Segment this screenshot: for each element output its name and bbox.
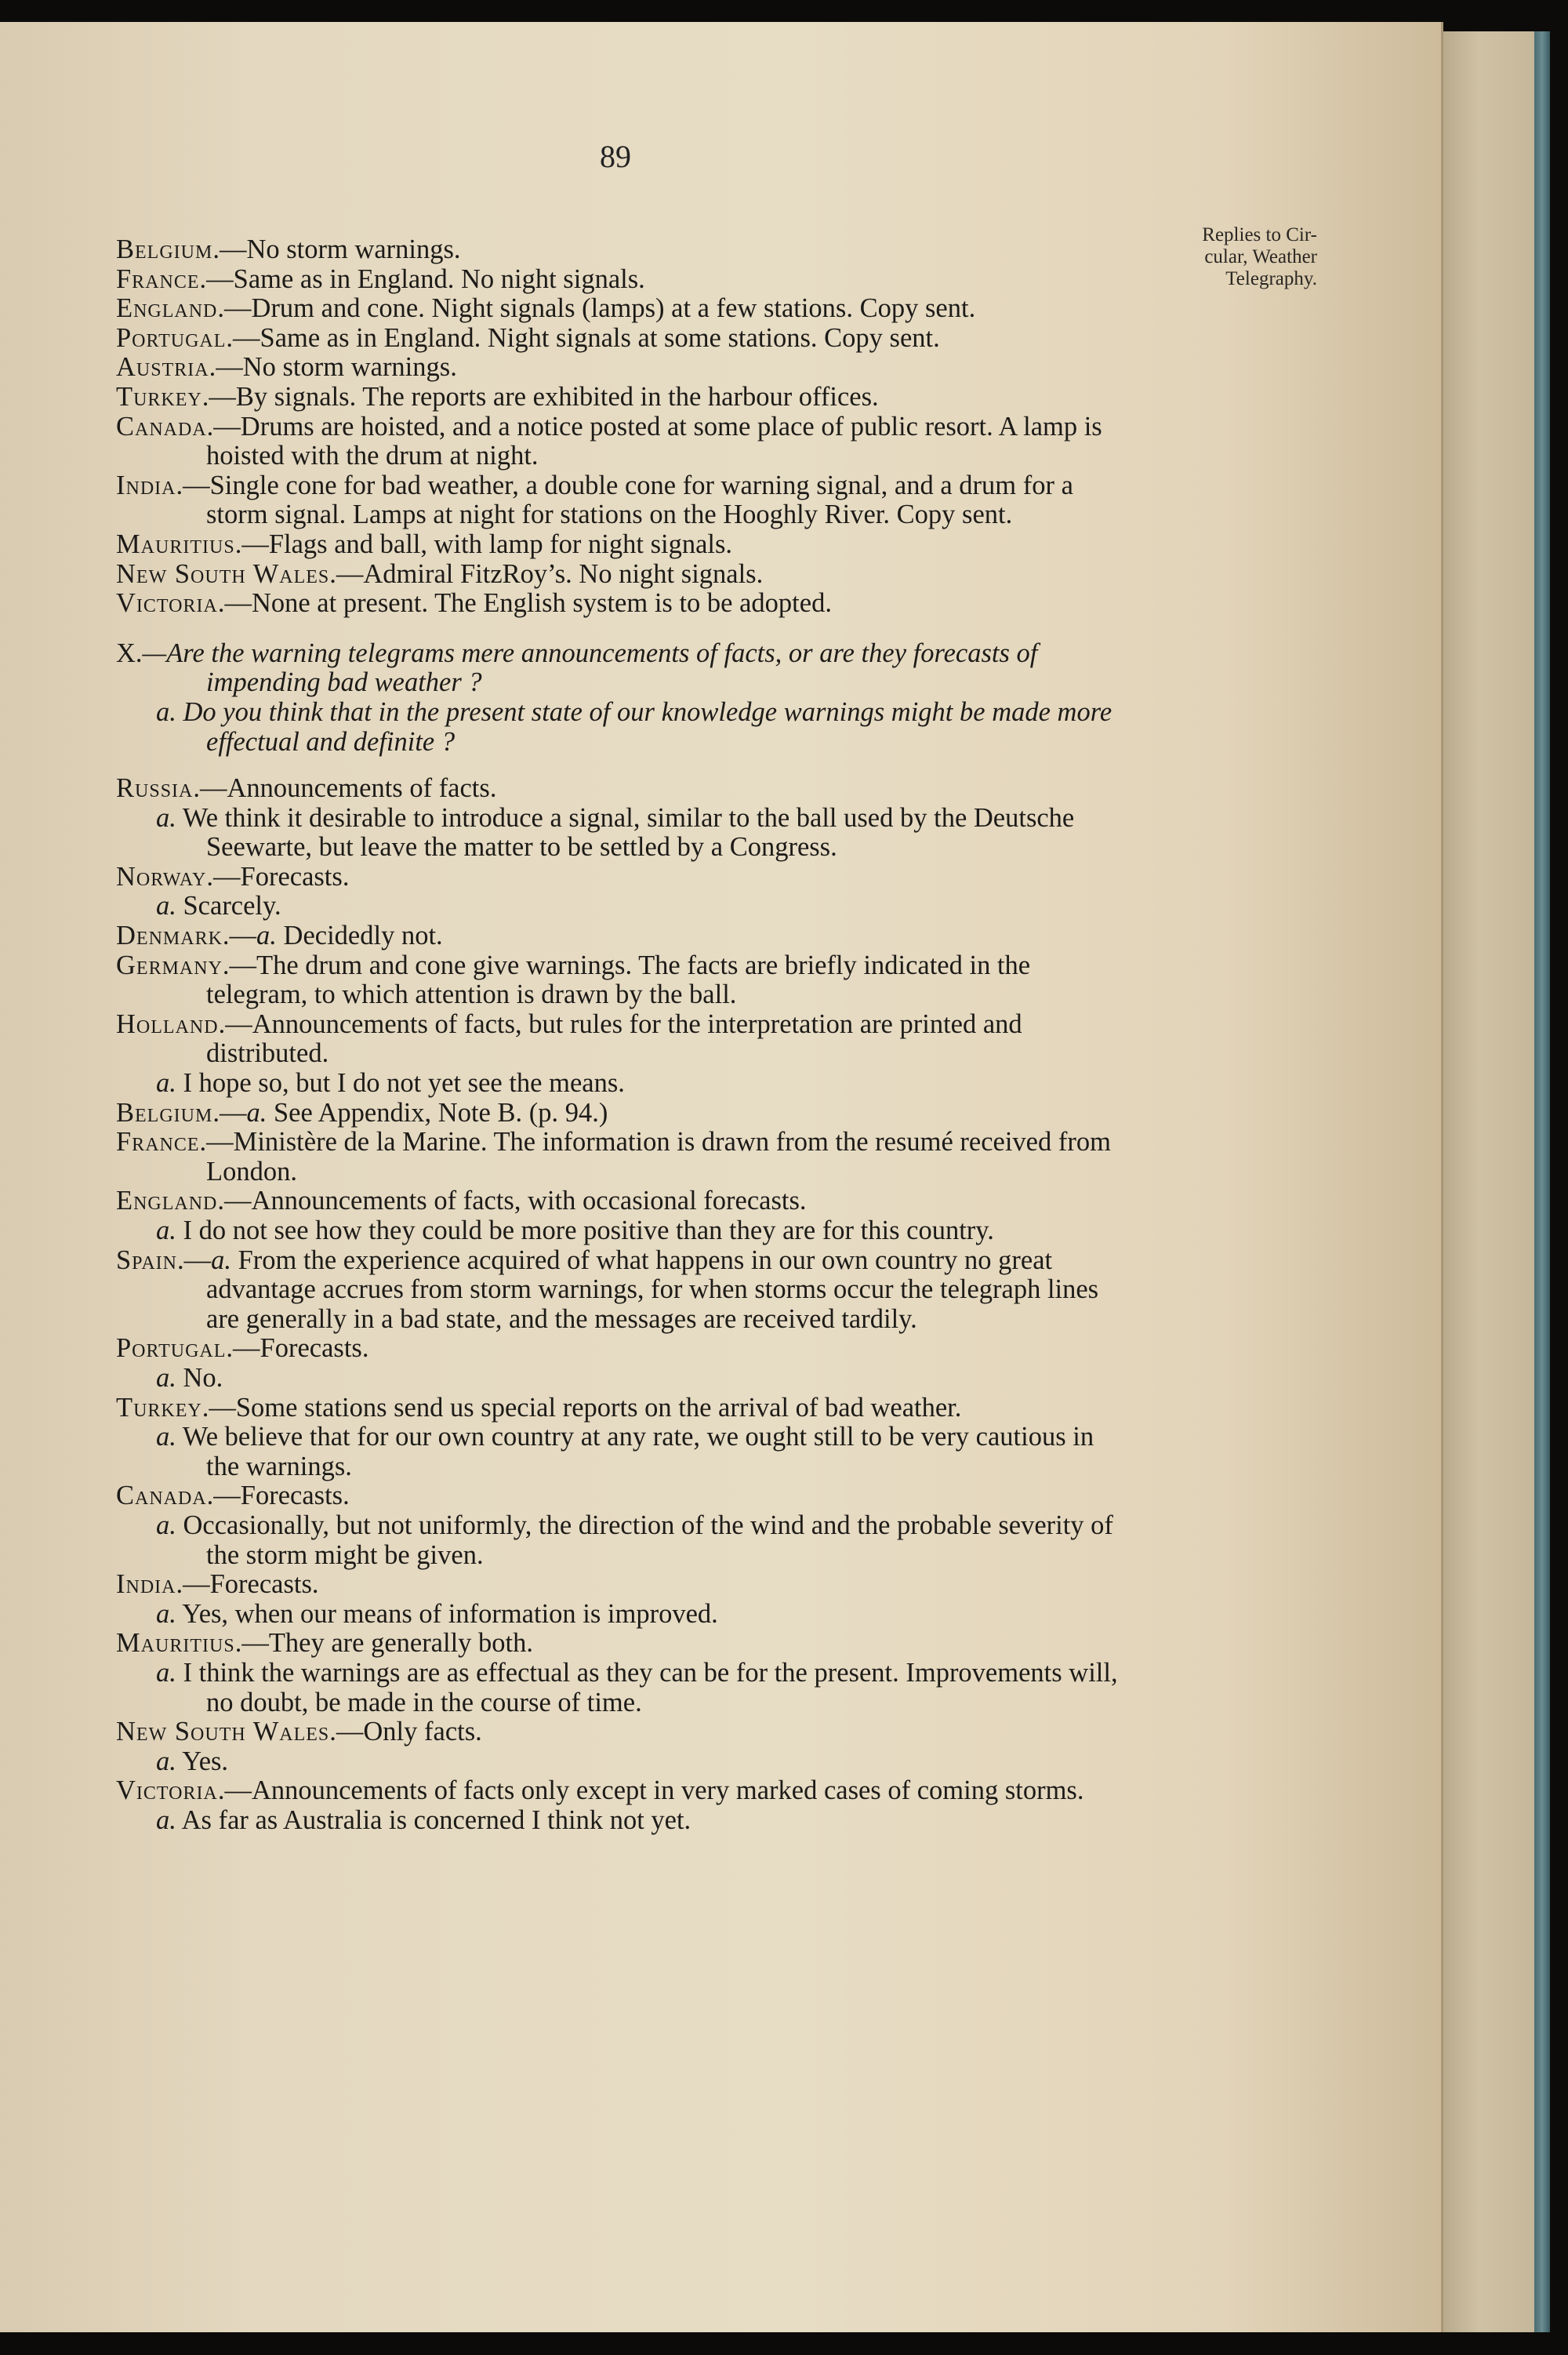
country-name: Austria [116, 352, 209, 383]
reply-entry [116, 1776, 1127, 1806]
margin-note-line: cular, Weather [1204, 246, 1317, 267]
country-name: England [116, 1186, 218, 1216]
reply-entry [116, 235, 1127, 265]
question-number: X. [116, 638, 143, 668]
answer-text: From the experience acquired of what happens in our own country no great advantage accrues from storm warnings, for when storms occur the telegraph lines are generally in a bad state, and the messages are received tardily. [206, 1245, 1099, 1334]
reply-text: .—Drum and cone. Night signals (lamps) at a few stations. Copy sent. [217, 293, 976, 324]
reply-text: .—Announcements of facts, with occasional forecasts. [217, 1186, 807, 1216]
reply-entry [116, 1570, 1127, 1600]
country-name: Russia [116, 773, 194, 804]
country-name: France [116, 1127, 200, 1158]
answer-label: a. [156, 891, 176, 921]
reply-text: .—By signals. The reports are exhibited in the harbour offices. [201, 381, 879, 412]
country-name: Canada [116, 1481, 207, 1511]
reply-entry [116, 589, 1127, 619]
country-name: Mauritius [116, 529, 235, 559]
country-name: Turkey [116, 381, 202, 412]
country-name: New South Wales [116, 1717, 330, 1747]
reply-entry [116, 353, 1127, 383]
reply-text: .—Only facts. [329, 1717, 482, 1747]
answer-label: a. [156, 1362, 176, 1393]
answer-label: a. [156, 1216, 176, 1245]
reply-text: .—Single cone for bad weather, a double cone for warning signal, and a drum for a storm signal. Lamps at night for stations on the Hooghly River. Copy sent. [176, 470, 1073, 530]
reply-text: .—Announcements of facts. [193, 773, 497, 804]
reply-text: .—Announcements of facts, but rules for the interpretation are printed and distributed. [206, 1009, 1022, 1069]
question-sub-text: Do you think that in the present state of our knowledge warnings might be made more effectual and definite ? [183, 696, 1112, 757]
document-page [0, 22, 1443, 2332]
question-sub-label: a. [156, 696, 176, 727]
book-cover-edge [1534, 31, 1550, 2332]
reply-text: .—Admiral FitzRoy’s. No night signals. [329, 558, 764, 589]
answer-text: See Appendix, Note B. (p. 94.) [267, 1097, 608, 1128]
reply-text: .—The drum and cone give warnings. The facts are briefly indicated in the telegram, to which attention is drawn by the ball. [206, 950, 1031, 1010]
country-name: Belgium [116, 234, 213, 264]
reply-entry [116, 1010, 1127, 1069]
country-name: Norway [116, 861, 207, 892]
answer-text: Yes, when our means of information is improved. [182, 1598, 718, 1629]
answer-entry [116, 1423, 1127, 1481]
answer-text: We think it desirable to introduce a signal, similar to the ball used by the Deutsche Seewarte, but leave the matter to be settled by a Congress. [182, 802, 1075, 863]
country-name: Holland [116, 1009, 219, 1039]
reply-text: .—Some stations send us special reports on the arrival of bad weather. [201, 1392, 962, 1423]
reply-entry [116, 383, 1127, 412]
reply-text: .— [222, 921, 257, 951]
reply-entry [116, 1481, 1127, 1511]
reply-text: .— [177, 1245, 212, 1275]
reply-entry [116, 1187, 1127, 1216]
reply-text: .—Announcements of facts only except in very marked cases of coming storms. [217, 1775, 1084, 1806]
reply-entry [116, 1334, 1127, 1364]
answer-entry [116, 1600, 1127, 1630]
answer-text: Yes. [182, 1746, 229, 1776]
answer-text: We believe that for our own country at any rate, we ought still to be very cautious in the warnings. [182, 1422, 1094, 1481]
body-text [116, 235, 1127, 1835]
answer-label: a. [156, 1804, 176, 1835]
reply-text: .—Same as in England. No night signals. [199, 263, 645, 294]
reply-text: .—None at present. The English system is to be adopted. [217, 588, 832, 619]
reply-entry [116, 294, 1127, 324]
answer-entry [116, 892, 1127, 921]
reply-entry [116, 530, 1127, 560]
answer-entry [116, 1659, 1127, 1717]
answer-label: a. [156, 802, 176, 833]
answer-text: I think the warnings are as effectual as they can be for the present. Improvements will, no doubt, be made in the course of time. [183, 1657, 1118, 1717]
reply-text: .— [212, 1097, 247, 1128]
country-name: England [116, 293, 218, 324]
country-name: India [116, 1569, 176, 1600]
reply-text: .—No storm warnings. [212, 234, 461, 264]
reply-entry [116, 921, 1127, 951]
country-name: Victoria [116, 588, 218, 619]
answer-label: a. [256, 921, 277, 951]
answer-entry [116, 804, 1127, 863]
country-name: Germany [116, 950, 223, 980]
answer-text: Decidedly not. [276, 921, 443, 951]
country-name: Turkey [116, 1392, 202, 1423]
answer-entry [116, 1364, 1127, 1394]
reply-text: .—Ministère de la Marine. The information is drawn from the resumé received from London. [199, 1127, 1111, 1187]
answer-entry [116, 1747, 1127, 1777]
reply-entry [116, 863, 1127, 892]
country-name: Victoria [116, 1775, 218, 1806]
margin-note-line: Telegraphy. [1225, 268, 1317, 289]
question-x [116, 639, 1127, 757]
reply-entry [116, 324, 1127, 354]
reply-entry [116, 774, 1127, 804]
country-name: Portugal [116, 322, 227, 353]
question-main [116, 639, 1127, 698]
country-name: India [116, 470, 176, 500]
answer-label: a. [246, 1097, 267, 1128]
question-main-text: —Are the warning telegrams mere announcements of facts, or are they forecasts of impending bad weather ? [142, 638, 1038, 698]
reply-text: .—Forecasts. [206, 861, 350, 892]
warnings-replies-section [116, 774, 1127, 1835]
reply-entry [116, 412, 1127, 471]
answer-entry [116, 1511, 1127, 1570]
answer-text: Scarcely. [183, 891, 281, 921]
answer-label: a. [156, 1657, 176, 1688]
reply-text: .—Forecasts. [206, 1481, 350, 1511]
country-name: Portugal [116, 1333, 227, 1364]
answer-text: Occasionally, but not uniformly, the direction of the wind and the probable severity of the storm might be given. [183, 1510, 1113, 1570]
reply-entry [116, 560, 1127, 590]
reply-text: .—Forecasts. [176, 1569, 319, 1600]
question-sub [116, 698, 1127, 757]
country-name: France [116, 263, 200, 294]
country-name: Spain [116, 1245, 177, 1275]
signals-replies-section [116, 235, 1127, 619]
reply-entry [116, 1629, 1127, 1659]
margin-note [1129, 224, 1317, 290]
reply-text: .—They are generally both. [234, 1628, 533, 1659]
answer-text: I do not see how they could be more positive than they are for this country. [183, 1216, 994, 1245]
country-name: New South Wales [116, 558, 330, 589]
reply-entry [116, 1246, 1127, 1335]
answer-label: a. [156, 1510, 176, 1540]
country-name: Mauritius [116, 1628, 235, 1659]
answer-label: a. [156, 1598, 176, 1629]
reply-text: .—Drums are hoisted, and a notice posted at some place of public resort. A lamp is hoisted with the drum at night. [206, 411, 1102, 471]
answer-text: No. [183, 1362, 223, 1393]
answer-entry [116, 1806, 1127, 1836]
answer-entry [116, 1216, 1127, 1246]
answer-text: As far as Australia is concerned I think not yet. [181, 1804, 691, 1835]
answer-label: a. [156, 1422, 176, 1452]
reply-text: .—Same as in England. Night signals at some stations. Copy sent. [226, 322, 940, 353]
reply-entry [116, 951, 1127, 1010]
country-name: Canada [116, 411, 207, 442]
page-edge-strip [1443, 31, 1534, 2332]
answer-entry [116, 1069, 1127, 1099]
reply-text: .—No storm warnings. [209, 352, 457, 383]
country-name: Denmark [116, 921, 223, 951]
reply-entry [116, 1099, 1127, 1128]
answer-label: a. [211, 1245, 231, 1275]
reply-entry [116, 471, 1127, 530]
reply-entry [116, 1128, 1127, 1187]
reply-text: .—Forecasts. [226, 1333, 369, 1364]
country-name: Belgium [116, 1097, 213, 1128]
reply-entry [116, 1394, 1127, 1423]
answer-label: a. [156, 1068, 176, 1099]
answer-label: a. [156, 1746, 176, 1776]
reply-entry [116, 265, 1127, 295]
answer-text: I hope so, but I do not yet see the means. [183, 1068, 625, 1099]
margin-note-line: Replies to Cir- [1202, 224, 1317, 245]
reply-entry [116, 1717, 1127, 1747]
page-number: 89 [600, 139, 631, 174]
reply-text: .—Flags and ball, with lamp for night signals. [234, 529, 733, 559]
